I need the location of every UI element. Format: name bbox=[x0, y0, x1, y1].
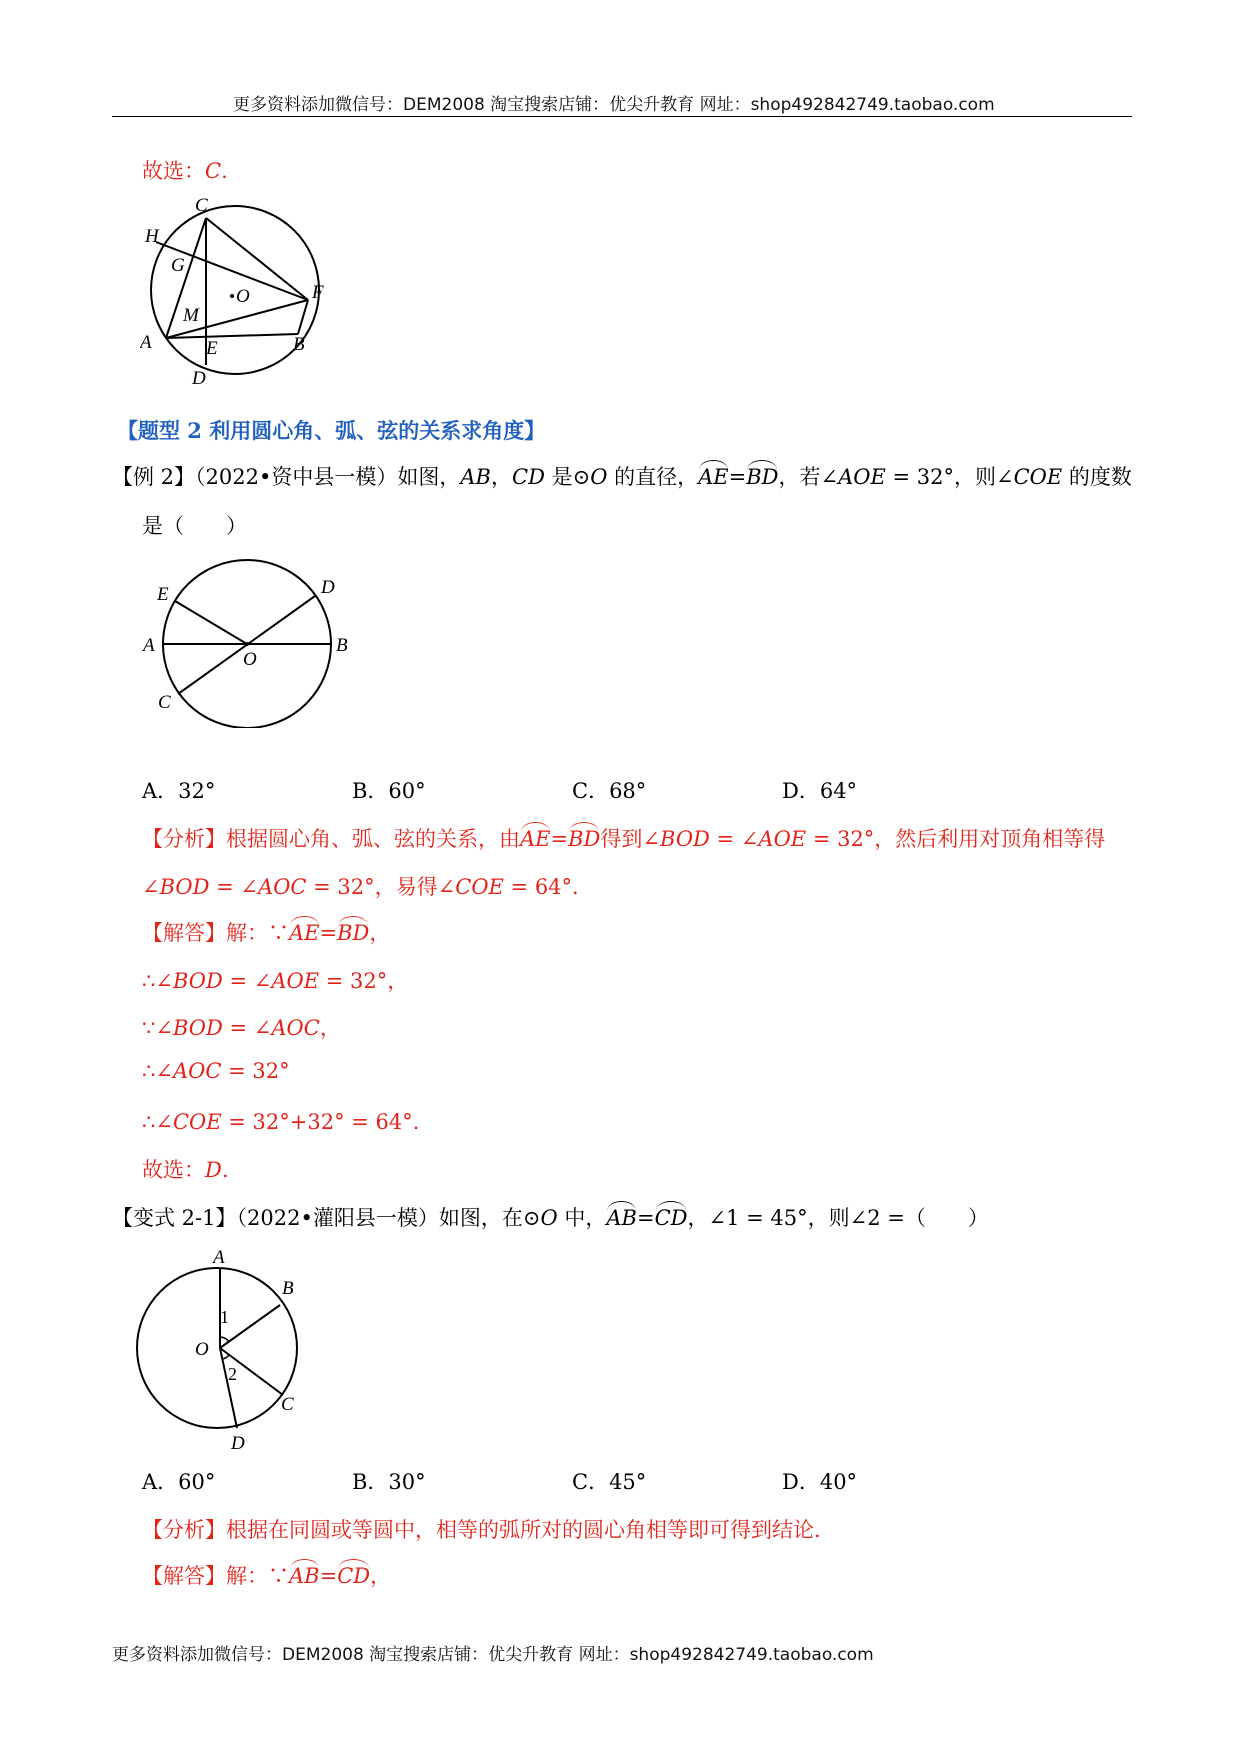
label-C: C bbox=[158, 692, 171, 713]
label-C: C bbox=[195, 195, 208, 216]
section-title: 【题型 2 利用圆心角、弧、弦的关系求角度】 bbox=[117, 418, 546, 443]
solution-step-1: ∴∠BOD = ∠AOE = 32°， bbox=[142, 969, 409, 993]
page-footer: 更多资料添加微信号：DEM2008 淘宝搜索店铺：优尖升教育 网址：shop492842749.taobao.com bbox=[112, 1645, 874, 1665]
option-d: D．40° bbox=[782, 1470, 858, 1494]
arc-AB: AB bbox=[606, 1202, 637, 1230]
solution-step-4: ∴∠COE = 32°+32° = 64°． bbox=[142, 1110, 434, 1134]
variant-2-1-analysis: 【分析】根据在同圆或等圆中，相等的弧所对的圆心角相等即可得到结论． bbox=[142, 1518, 835, 1542]
label-O: O bbox=[243, 649, 257, 670]
variant-2-1-solution: 【解答】解：∵AB=CD， bbox=[142, 1560, 391, 1590]
label-E: E bbox=[206, 338, 218, 359]
option-b: B．30° bbox=[352, 1470, 426, 1494]
option-d: D．64° bbox=[782, 779, 858, 803]
label-D: D bbox=[231, 1433, 245, 1450]
arc-BD: BD bbox=[746, 461, 778, 489]
figure-1-circle-diagram bbox=[140, 192, 340, 392]
example-2-solution: 【解答】解：∵AE=BD， bbox=[142, 917, 390, 947]
solution-step-3: ∴∠AOC = 32° bbox=[142, 1059, 290, 1083]
label-E: E bbox=[157, 584, 169, 605]
option-a: A．32° bbox=[142, 779, 216, 803]
label-A: A bbox=[140, 332, 152, 353]
arc-CD: CD bbox=[655, 1202, 688, 1230]
angle-1-label: 1 bbox=[220, 1307, 229, 1327]
label-G: G bbox=[171, 255, 185, 276]
label-M: M bbox=[183, 305, 199, 326]
label-F: F bbox=[312, 282, 324, 303]
option-c: C．68° bbox=[572, 779, 647, 803]
example-2-analysis-cont: ∠BOD = ∠AOC = 32°，易得∠COE = 64°． bbox=[142, 875, 594, 899]
figure-2-circle-diagram bbox=[140, 558, 360, 728]
option-a: A．60° bbox=[142, 1470, 216, 1494]
variant-2-1-question: 【变式 2-1】（2022•灌阳县一模）如图，在⊙O 中，AB=CD，∠1 = 45°，则∠2 =（ ） bbox=[112, 1202, 989, 1232]
label-A: A bbox=[143, 635, 155, 656]
label-B: B bbox=[293, 334, 305, 355]
header-rule bbox=[112, 116, 1132, 117]
label-B: B bbox=[336, 635, 348, 656]
option-b: B．60° bbox=[352, 779, 426, 803]
prev-answer: 故选：C. bbox=[142, 159, 228, 183]
label-O: O bbox=[195, 1339, 209, 1360]
example-2-analysis: 【分析】根据圆心角、弧、弦的关系，由AE=BD得到∠BOD = ∠AOE = 32°，然后利用对顶角相等得 bbox=[142, 823, 1105, 853]
label-B: B bbox=[282, 1278, 294, 1299]
arc-AE: AE bbox=[698, 461, 729, 489]
example-2-answer: 故选：D. bbox=[142, 1158, 229, 1182]
figure-3-circle-diagram bbox=[130, 1245, 310, 1450]
label-A: A bbox=[213, 1247, 225, 1268]
label-D: D bbox=[192, 368, 206, 389]
label-D: D bbox=[321, 577, 335, 598]
example-2-question-cont: 是（ ） bbox=[142, 514, 247, 538]
label-H: H bbox=[145, 226, 159, 247]
example-2-question: 【例 2】（2022•资中县一模）如图，AB，CD 是⊙O 的直径，AE=BD，若∠AOE = 32°，则∠COE 的度数 bbox=[112, 461, 1132, 491]
solution-step-2: ∵∠BOD = ∠AOC， bbox=[142, 1016, 341, 1040]
angle-2-label: 2 bbox=[228, 1364, 237, 1384]
label-O: O bbox=[236, 286, 250, 307]
page-header: 更多资料添加微信号：DEM2008 淘宝搜索店铺：优尖升教育 网址：shop492842749.taobao.com bbox=[233, 95, 995, 115]
label-C: C bbox=[281, 1394, 294, 1415]
option-c: C．45° bbox=[572, 1470, 647, 1494]
